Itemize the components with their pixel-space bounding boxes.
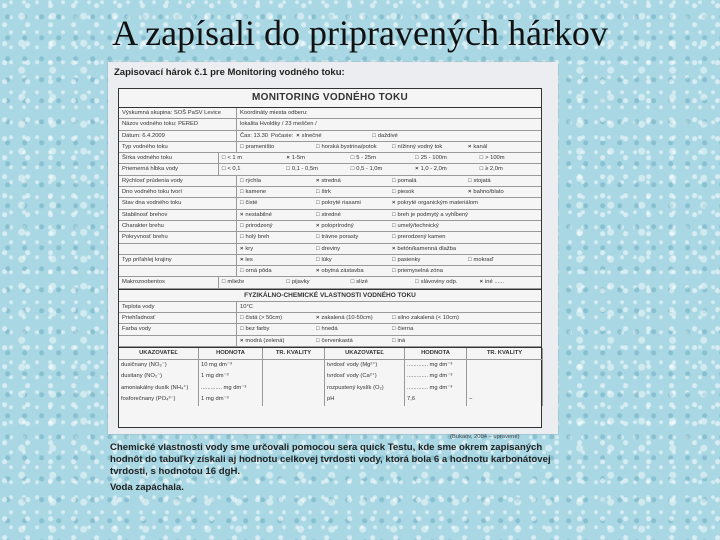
row-option: □ holý breh [237,232,313,242]
row-option: □ bez farby [237,324,313,334]
form-rows [119,108,541,289]
row-option: □ stojatá [465,176,541,186]
row-option: × kanál [465,142,541,152]
row-option: □ stredné [313,210,389,220]
row-option: □ > 100m [477,153,541,163]
worksheet-heading: Zapisovací hárok č.1 pre Monitoring vodného toku: [114,67,345,78]
table-cell: tvrdosť vody (Mg²⁺) [325,360,405,372]
source-citation: (Bukaov, 2004 – upravené) [450,434,520,440]
form-row [119,302,541,313]
form-row [119,324,541,335]
row-option: □ čisté [237,198,313,208]
row-label: Stav dna vodného toku [119,198,237,208]
row-option: □ prirodzený [237,221,313,231]
form-row [119,164,541,175]
row-label: Dno vodného toku tvorí [119,187,237,197]
table-cell: amoniakálny dusík (NH₄⁺) [119,383,199,395]
table-cell [263,383,325,395]
table-cell: rozpustený kyslík (O₂) [325,383,405,395]
row-option: □ orná pôda [237,266,313,276]
row-label: Teplota vody [119,302,237,312]
row-option: 10°C [240,303,253,310]
row-option: □ < 1 m [219,153,283,163]
form-row [119,266,541,277]
table-cell: ............. mg dm⁻³ [405,360,467,372]
row-label: Makrozoobentos [119,277,219,287]
row-option: □ lúky [313,255,389,265]
row-option: × obytná zástavba [313,266,389,276]
row-option: □ prerodzený kamen [389,232,465,242]
row-label: Typ vodného toku [119,142,237,152]
form-row [119,187,541,198]
row-option: □ pijavky [283,277,347,287]
row-option: □ pomalá [389,176,465,186]
note-ending: Voda zapáchala. [110,482,184,493]
form-row [119,210,541,221]
form-row [119,221,541,232]
table-header: UKAZOVATEĽ [119,348,199,360]
row-label: Stabilnosť brehov [119,210,237,220]
row-option: □ čistá (> 50cm) [237,313,313,323]
row-label [119,336,237,346]
row-option: □ < 0,1 [219,164,283,174]
row-option: □ červenkastá [313,336,389,346]
row-label: Šírka vodného toku [119,153,219,163]
row-option: □ štrk [313,187,389,197]
table-cell: ............. mg dm⁻³ [199,383,263,395]
form-row [119,313,541,324]
row-label: Typ priľahlej krajiny [119,255,237,265]
table-cell: 1 mg dm⁻³ [199,371,263,383]
row-option: □ pasienky [389,255,465,265]
row-option: Počasie: [271,132,294,139]
section-title: FYZIKÁLNO-CHEMICKÉ VLASTNOSTI VODNÉHO TOKU [119,289,541,302]
row-option: □ priemyselná zóna [389,266,465,276]
row-option: × slnečné [293,131,369,141]
row-label: Priehľadnosť [119,313,237,323]
row-label [119,244,237,254]
row-option: □ prameništo [237,142,313,152]
table-cell: 1 mg dm⁻³ [199,394,263,406]
row-option: × betón/kamenná dlažba [389,244,465,254]
table-cell [263,371,325,383]
row-option: × poloprírodný [313,221,389,231]
table-cell: – [467,394,543,406]
table-cell: dusitany (NO₂⁻) [119,371,199,383]
row-option: × bahno/blato [465,187,541,197]
row-option: × 1,0 - 2,0m [412,164,476,174]
row-option: □ silno zakalená (< 10cm) [389,313,465,323]
row-option: × stredná [313,176,389,186]
form-row [119,142,541,153]
table-header: HODNOTA [405,348,467,360]
row-option: □ trávne porasty [313,232,389,242]
table-header: TR. KVALITY [263,348,325,360]
chemistry-table [119,347,541,406]
table-cell: ............. mg dm⁻³ [405,383,467,395]
row-option: □ 0,1 - 0,5m [283,164,347,174]
row-option: □ kamene [237,187,313,197]
row-option: Koordináty miesta odberu: [240,110,308,116]
row-option: □ daždivé [369,131,445,141]
form-row [119,244,541,255]
table-cell: 10 mg dm⁻³ [199,360,263,372]
form-row [119,108,541,119]
table-cell: pH [325,394,405,406]
table-header: TR. KVALITY [467,348,543,360]
table-cell [467,360,543,372]
note-paragraph: Chemické vlastnosti vody sme určovali pomocou sera quick Testu, kde sme okrem zapísaných hodnôt do tabuľky získali aj hodnotu celkovej tvrdosti vody, ktorá bola 6 a hodnotu karbonátovej tvrdosti, s hodnotou 16 dgH. [110,442,551,477]
row-option: □ pokryté riasami [313,198,389,208]
row-label: Farba vody [119,324,237,334]
row-option: □ nížinný vodný tok [389,142,465,152]
row-option: □ horská bystrina/potok [313,142,389,152]
form-row [119,336,541,347]
row-label: Charakter brehu [119,221,237,231]
row-option: □ 5 - 25m [348,153,412,163]
slide-title: A zapísali do pripravených hárkov [112,13,608,53]
row-option: □ ≥ 2,0m [477,164,541,174]
table-cell [467,371,543,383]
row-label: Názov vodného toku: PERED [119,119,237,129]
row-option: □ 25 - 100m [412,153,476,163]
table-cell: ............. mg dm⁻³ [405,371,467,383]
form-row [119,232,541,243]
monitoring-form [118,88,542,428]
row-option: □ mlieže [219,277,283,287]
form-row [119,153,541,164]
row-option: □ umelý/technický [389,221,465,231]
row-option: □ breh je podmytý a vyhĺbený [389,210,465,220]
table-header: UKAZOVATEĽ [325,348,405,360]
table-cell [263,394,325,406]
row-option: □ rýchla [237,176,313,186]
row-option: × iné ...... [477,277,541,287]
row-option: □ mokraď [465,255,541,265]
table-cell: 7,6 [405,394,467,406]
row-option: × modrá (zelená) [237,336,313,346]
table-cell [263,360,325,372]
row-option: □ čierna [389,324,465,334]
row-option: Čas: 13.30 [240,132,269,139]
row-option: × nestabilné [237,210,313,220]
table-cell [467,383,543,395]
row-option: × les [237,255,313,265]
form-row [119,176,541,187]
row-option: × pokryté organickým materiálom [389,198,465,208]
worksheet-image [108,62,558,440]
table-cell: fosforečnany (PO₄³⁻) [119,394,199,406]
table-header: HODNOTA [199,348,263,360]
row-label: Dátum: 6.4.2009 [119,131,237,141]
row-label: Pokryvnosť brehu [119,232,237,242]
row-option: □ iná [389,336,465,346]
row-label: Rýchlosť prúdenia vody [119,176,237,186]
note-text [110,442,560,494]
form-row [119,131,541,142]
form-row [119,198,541,209]
table-cell: tvrdosť vody (Ca²⁺) [325,371,405,383]
physical-rows [119,302,541,347]
row-option: × kry [237,244,313,254]
form-title: MONITORING VODNÉHO TOKU [119,89,541,108]
row-label: Priemerná hĺbka vody [119,164,219,174]
form-row [119,119,541,130]
form-row [119,277,541,288]
row-option: lokalita Hvoldky / 23 meščen / [240,121,317,128]
form-row [119,255,541,266]
row-option: □ slávoviny odp. [412,277,476,287]
row-option: × 1-5m [283,153,347,163]
row-option: □ piesok [389,187,465,197]
row-label [119,266,237,276]
row-label: Výskumná skupina: SOŠ PaSV Levice [119,108,237,118]
row-option: □ dreviny [313,244,389,254]
row-option: × zakalená (10-50cm) [313,313,389,323]
row-option: □ hnedá [313,324,389,334]
table-cell: dusičnany (NO₃⁻) [119,360,199,372]
row-option: □ slizé [348,277,412,287]
row-option: □ 0,5 - 1,0m [348,164,412,174]
